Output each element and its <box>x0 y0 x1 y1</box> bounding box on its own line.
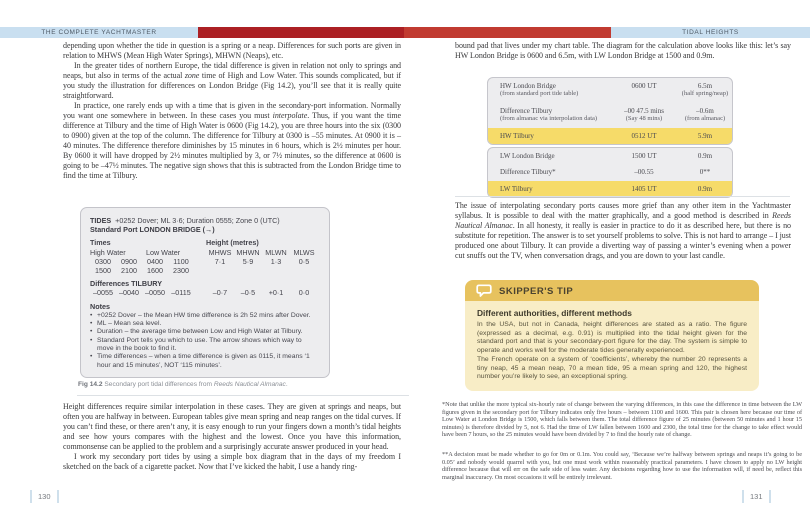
table-row-highlighted: HW Tilbury 0512 UT 5.9m <box>488 128 732 144</box>
right-page-body-text-mid <box>455 201 791 261</box>
page-number-right: 131 <box>742 490 771 503</box>
differences-label: Differences TILBURY <box>90 279 163 289</box>
running-head-left: THE COMPLETE YACHTMASTER <box>0 27 198 38</box>
table-subheader-row: High Water Low Water MHWS MHWN MLWN MLWS <box>90 247 315 257</box>
note-item: • Time differences – when a time difference is given as 0115, it means ‘1 hour and 15 minutes’, NOT ‘115 minutes’. <box>90 353 320 370</box>
lw-calculation-table <box>487 147 733 198</box>
paragraph: The issue of interpolating secondary ports causes more grief than any other item in the Yachtmaster syllabus. It is possible to deal with the matter graphically, and a good method is described in Reeds Nautical Almanac. In all honesty, it really is easier in practice to do it as described here, but there is no substitute for repetition. The answer is to set yourself problems to solve. This is not hard to arrange – I just produced one about Tilbury. It can provide a diverting way of passing a winter’s evening when a power cut snuffs out the TV, when conversation drags, and you are down to your last candle. <box>455 201 791 260</box>
left-page-body-text-bottom <box>63 402 401 472</box>
differences-row: –0055 –0040 –0050 –0115 –0·7 –0·5 +0·1 0·0 <box>93 288 310 298</box>
tide-extract-box <box>80 207 330 378</box>
tip-paragraph: The French operate on a system of ‘coefficients’, whereby the number 20 represents a tiny neap, 45 a mean neap, 70 a mean tide, 95 a mean spring and 120, the highest number you’re likely to see, an exceptional spring. <box>477 355 747 381</box>
header-bar-dark-red <box>198 27 404 38</box>
table-row: 0300 0900 0400 1100 7·1 5·9 1·3 0·5 <box>95 256 310 266</box>
section-divider <box>455 196 790 197</box>
skippers-tip-label: SKIPPER'S TIP <box>499 285 574 297</box>
running-head-right: TIDAL HEIGHTS <box>611 27 810 38</box>
skippers-tip-box <box>465 280 759 391</box>
paragraph: In practice, one rarely ends up with a time that is given in the secondary-port information. Normally you want one somewhere in between. In these cases you must interpolate. Thus, if you want the time difference at Tilbury and the time of High Water is 0600 (Fig 14.2), you are three hours into the six (0300 to 0900) given at the top of the column. The difference for Tilbury at 0300 is –55 minutes. At 0900 it is –40 minutes. The difference therefore diminishes by 15 minutes in 6 hours, which is 2½ minutes per hour. By 0600 it will have dropped by 2½ minutes multiplied by 3, or 7½ minutes, so the difference at 0600 is going to be –47½ minutes. The negative sign shows that this is subtracted from the London Bridge time to find the time at Tilbury. <box>63 101 402 180</box>
note-item: • ML – Mean sea level. <box>90 320 320 328</box>
paragraph: bound pad that lives under my chart table. The diagram for the calculation above looks like this: let’s say HW London Bridge is 0600 and 6.5m, with LW London Bridge at 1500 and 0.9m. <box>455 41 791 60</box>
paragraph: Height differences require similar interpolation in these cases. They are given at springs and neaps, but often you are halfway in between. European tables give mean spring and neap ranges on the tidal curves. If you can’t find these, or there aren’t any, it is easy enough to run your fingers down a month’s tidal heights and see how yours compares with the highest and the lowest. Once you have this information, commonsense can be applied to the problem and a surprisingly accurate answer produced in your head. <box>63 402 401 451</box>
table-row: 1500 2100 1600 2300 <box>95 266 189 276</box>
hw-calculation-table <box>487 77 733 145</box>
header-bar-light-red <box>404 27 611 38</box>
notes-label: Notes <box>90 301 110 311</box>
note-item: • Standard Port tells you which to use. The arrow shows which way to move in the book to find it. <box>90 337 320 354</box>
table-row-highlighted: LW Tilbury 1405 UT 0.9m <box>488 181 732 197</box>
table-row: Difference Tilbury (from almanac via interpolation data) –00 47.5 mins (Say 48 mins) –0.6m (from almanac) <box>500 106 726 123</box>
left-page-body-text <box>63 41 401 181</box>
note-item: • +0252 Dover – the Mean HW time difference is 2h 52 mins after Dover. <box>90 312 320 320</box>
page-number-left: 130 <box>30 490 59 503</box>
table-row: Difference Tilbury* –00.55 0** <box>500 168 711 177</box>
notes-list <box>90 312 320 370</box>
table-row: HW London Bridge (from standard port tide table) 0600 UT 6.5m (half spring/neap) <box>500 82 729 98</box>
table-row: LW London Bridge 1500 UT 0.9m <box>500 152 713 160</box>
tip-paragraph: In the USA, but not in Canada, height differences are stated as a ratio. The figure (expressed as a decimal, e.g. 0.91) is multiplied into the tidal height given for the standard port and that is your secondary-port figure for the day. The system is simple to operate and works well for the moderate tides generally experienced. <box>477 321 747 355</box>
paragraph: I work my secondary port tides by using a simple box diagram that in the days of my freedom I sketched on the back of a cigarette packet. Now that I’ve kicked the habit, I use a handy ring- <box>63 452 401 471</box>
paragraph: depending upon whether the tide in question is a spring or a neap. Differences for such ports are given in relation to MHWS (Mean High Water Springs), MHWN (Neaps), etc. <box>63 41 401 60</box>
footnote: **A decision must be made whether to go for 0m or 0.1m. You could say, ‘Because we’re halfway between springs and neaps it’s going to be 0.05’ and nobody would quarrel with you, but one must work within reasonably practical parameters. I have chosen to apply no LW height difference because that will err on the safe side of less water. Any decisions regarding how to use the information will, if need be, reflect this marginal inaccuracy. On most occasions it will be entirely irrelevant. <box>442 451 802 481</box>
tip-title: Different authorities, different methods <box>477 308 632 318</box>
skippers-tip-header <box>465 280 759 301</box>
footnote: *Note that unlike the more typical six-hourly rate of change between the varying differences, in this case the difference in time between the LW figures given in the secondary port for Tilbury indicates only five hours – between 1100 and 1600. This pair is chosen here because our time of Low Water at London Bridge is 1500, which falls between them. The total difference figure of 25 minutes (between 50 minutes and 1 hour 15 minutes) is therefore divided by 5, not 6. Had the time of LW fallen between 1600 and 2300, the total time for the change to take effect would have been 7 hours, so the 25 minutes would have been divided by 7 to find the hourly rate of change. <box>442 401 802 439</box>
table-header-row: Times Height (metres) <box>90 238 259 248</box>
note-item: • Duration – the average time between Low and High Water at Tilbury. <box>90 328 320 336</box>
skippers-tip-body <box>465 301 759 391</box>
right-page-body-text <box>455 41 791 61</box>
paragraph: In the greater tides of northern Europe, the tidal difference is given in relation not only to springs and neaps, but also in terms of the actual zone time of High and Low Water. This sounds complicated, but if you study the illustration for differences on London Bridge (Fig 14.2), you’ll see that it is really quite straightforward. <box>63 61 402 100</box>
tides-summary-line: TIDES +0252 Dover; ML 3·6; Duration 0555; Zone 0 (UTC) <box>90 216 280 225</box>
figure-caption: Fig 14.2 Secondary port tidal differences from Reeds Nautical Almanac. <box>78 381 288 388</box>
section-divider <box>77 395 409 396</box>
speech-bubble-icon <box>476 284 492 298</box>
standard-port-line: Standard Port LONDON BRIDGE (→) <box>90 225 215 235</box>
